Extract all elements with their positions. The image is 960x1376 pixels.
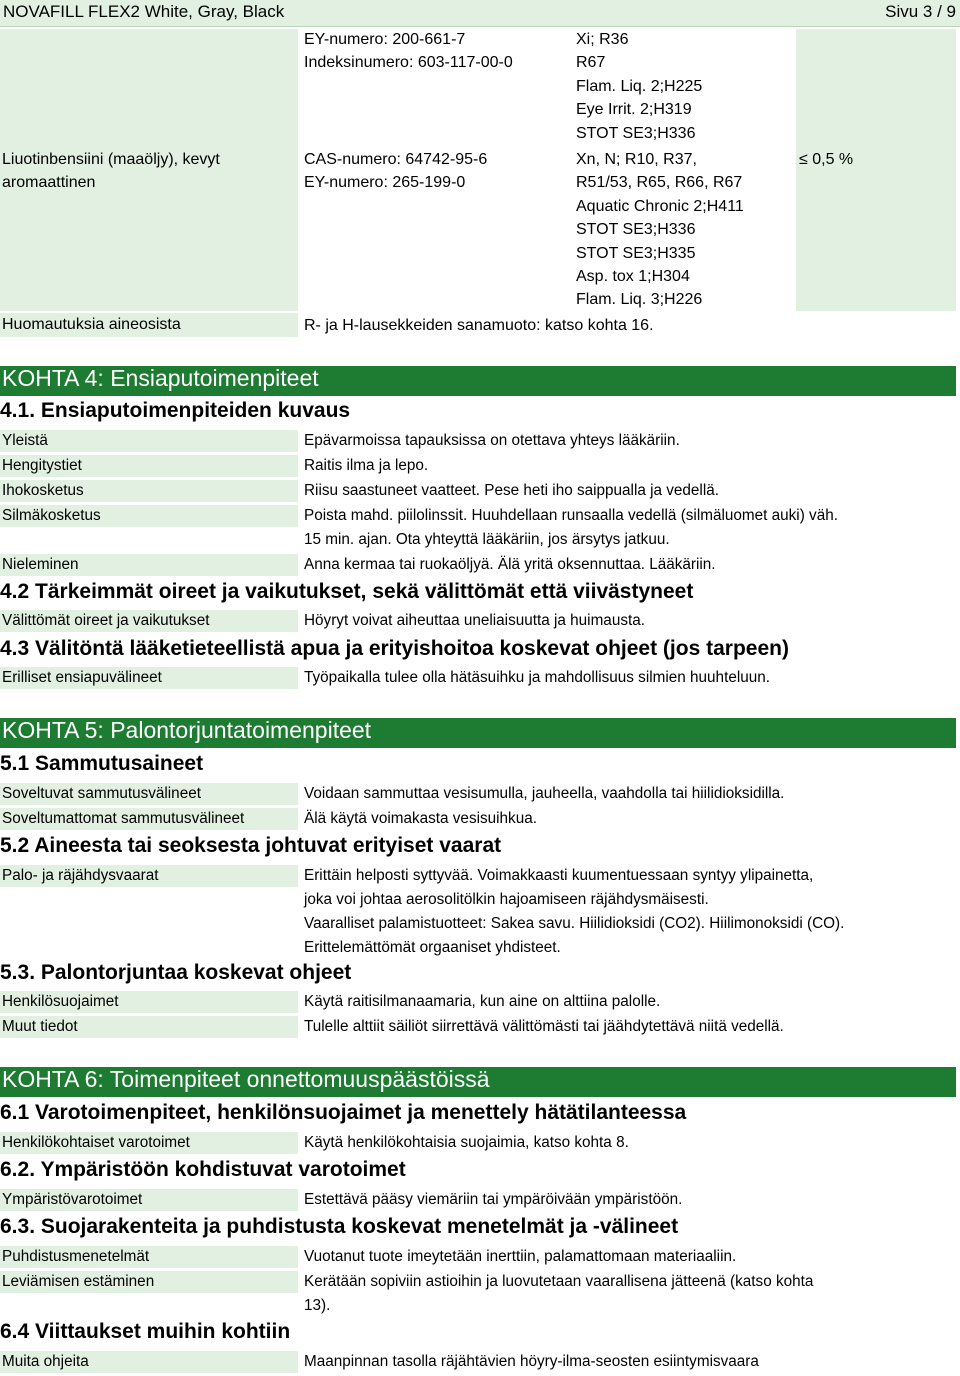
row1-ids [304, 28, 513, 75]
value-skin-contact: Riisu saastuneet vaatteet. Pese heti iho saippualla ja vedellä. [304, 482, 719, 499]
value-inhalation: Raitis ilma ja lepo. [304, 457, 429, 474]
value-line: 15 min. ajan. Ota yhteyttä lääkäriin, jos ärsytys jatkuu. [304, 531, 670, 548]
row2-ec-number: EY-numero: 265-199-0 [304, 174, 466, 192]
value-fire-explosion-hazards [304, 864, 844, 960]
subsection-6-2: 6.2. Ympäristöön kohdistuvat varotoimet [0, 1158, 406, 1181]
subsection-4-1: 4.1. Ensiaputoimenpiteiden kuvaus [0, 399, 351, 422]
label-ingestion: Nieleminen [0, 554, 298, 576]
row2-class-line: Xn, N; R10, R37, [576, 151, 697, 168]
value-ingestion: Anna kermaa tai ruokaöljyä. Älä yritä oksennuttaa. Lääkäriin. [304, 556, 716, 573]
section-6-title: KOHTA 6: Toimenpiteet onnettomuuspäästöissä [2, 1066, 490, 1092]
value-cleaning-methods: Vuotanut tuote imeytetään inerttiin, palamattomaan materiaaliin. [304, 1248, 737, 1265]
label-other-information: Muut tiedot [0, 1016, 298, 1038]
value-line: Kerätään sopiviin astioihin ja luovutetaan vaarallisena jätteenä (katso kohta [304, 1273, 814, 1290]
row2-name-line: aromaattinen [2, 174, 96, 192]
row1-index-number: Indeksinumero: 603-117-00-0 [304, 54, 513, 72]
section-5-title: KOHTA 5: Palontorjuntatoimenpiteet [2, 717, 372, 743]
label-inhalation: Hengitystiet [0, 455, 298, 477]
page-header [0, 0, 960, 27]
value-general: Epävarmoissa tapauksissa on otettava yhteys lääkäriin. [304, 432, 680, 449]
value-first-aid-equipment: Työpaikalla tulee olla hätäsuihku ja mahdollisuus silmien huuhteluun. [304, 669, 770, 686]
row2-substance-name [2, 148, 220, 195]
row2-ids [304, 148, 487, 195]
subsection-4-2: 4.2 Tärkeimmät oireet ja vaikutukset, sekä välittömät että viivästyneet [0, 580, 694, 603]
label-unsuitable-extinguishing: Soveltumattomat sammutusvälineet [0, 808, 298, 830]
value-line: 13). [304, 1297, 331, 1314]
section-4-title: KOHTA 4: Ensiaputoimenpiteet [2, 365, 319, 391]
row2-class-line: R51/53, R65, R66, R67 [576, 174, 743, 192]
value-line: Erittelemättömät orgaaniset yhdisteet. [304, 939, 561, 956]
value-line: Erittäin helposti syttyvää. Voimakkaasti kuumentuessaan syntyy ylipainetta, [304, 867, 814, 884]
row2-name-line: Liuotinbensiini (maaöljy), kevyt [2, 151, 220, 168]
label-suitable-extinguishing: Soveltuvat sammutusvälineet [0, 783, 298, 805]
value-line: Poista mahd. piilolinssit. Huuhdellaan runsaalla vedellä (silmäluomet auki) väh. [304, 507, 838, 524]
row1-class-line: R67 [576, 54, 606, 72]
value-containment [304, 1270, 813, 1318]
label-eye-contact: Silmäkosketus [0, 505, 298, 527]
label-immediate-symptoms: Välittömät oireet ja vaikutukset [0, 610, 298, 632]
section-5-header [0, 718, 956, 748]
value-other-information: Tulelle alttiit säiliöt siirrettävä välittömästi tai jäähdytettävä niitä vedellä. [304, 1018, 784, 1035]
subsection-6-4: 6.4 Viittaukset muihin kohtiin [0, 1320, 291, 1343]
subsection-5-3: 5.3. Palontorjuntaa koskevat ohjeet [0, 961, 352, 984]
value-eye-contact [304, 504, 838, 552]
value-personal-precautions: Käytä henkilökohtaisia suojaimia, katso kohta 8. [304, 1134, 629, 1151]
subsection-4-3: 4.3 Välitöntä lääketieteellistä apua ja erityishoitoa koskevat ohjeet (jos tarpeen) [0, 637, 789, 660]
row2-class-line: Aquatic Chronic 2;H411 [576, 197, 744, 215]
section-4-header [0, 366, 956, 396]
value-environmental-precautions: Estettävä pääsy viemäriin tai ympäröivään ympäristöön. [304, 1191, 683, 1208]
subsection-6-1: 6.1 Varotoimenpiteet, henkilönsuojaimet ja menettely hätätilanteessa [0, 1101, 687, 1124]
label-skin-contact: Ihokosketus [0, 480, 298, 502]
row2-classification [576, 148, 744, 312]
value-suitable-extinguishing: Voidaan sammuttaa vesisumulla, jauheella, vaahdolla tai hiilidioksidilla. [304, 785, 785, 802]
value-immediate-symptoms: Höyryt voivat aiheuttaa uneliaisuutta ja huimausta. [304, 612, 645, 629]
label-personal-precautions: Henkilökohtaiset varotoimet [0, 1132, 298, 1154]
value-unsuitable-extinguishing: Älä käytä voimakasta vesisuihkua. [304, 810, 537, 827]
value-protective-equipment: Käytä raitisilmanaamaria, kun aine on alttiina palolle. [304, 993, 661, 1010]
subsection-6-3: 6.3. Suojarakenteita ja puhdistusta koskevat menetelmät ja -välineet [0, 1215, 679, 1238]
label-first-aid-equipment: Erilliset ensiapuvälineet [0, 667, 298, 689]
label-general: Yleistä [0, 430, 298, 452]
subsection-5-1: 5.1 Sammutusaineet [0, 752, 204, 775]
row1-ec-number: EY-numero: 200-661-7 [304, 31, 466, 48]
page-number: Sivu 3 / 9 [885, 2, 956, 21]
row2-class-line: Flam. Liq. 3;H226 [576, 291, 703, 309]
label-protective-equipment: Henkilösuojaimet [0, 991, 298, 1013]
document-title: NOVAFILL FLEX2 White, Gray, Black [3, 2, 285, 21]
label-environmental-precautions: Ympäristövarotoimet [0, 1189, 298, 1211]
row1-class-line: Flam. Liq. 2;H225 [576, 77, 703, 95]
row2-cas-number: CAS-numero: 64742-95-6 [304, 151, 488, 168]
label-fire-explosion-hazards: Palo- ja räjähdysvaarat [0, 865, 298, 887]
value-line: joka voi johtaa aerosolitölkin hajoamiseen räjähdysmäisesti. [304, 891, 709, 908]
row1-class-line: STOT SE3;H336 [576, 124, 696, 142]
row2-concentration: ≤ 0,5 % [799, 151, 854, 168]
label-other-instructions: Muita ohjeita [0, 1351, 298, 1373]
row1-classification [576, 28, 702, 145]
row1-class-line: Eye Irrit. 2;H319 [576, 101, 692, 119]
label-containment: Leviämisen estäminen [0, 1271, 298, 1293]
notes-value: R- ja H-lausekkeiden sanamuoto: katso kohta 16. [304, 317, 654, 334]
row2-class-line: STOT SE3;H336 [576, 221, 696, 239]
row1-class-line: Xi; R36 [576, 31, 629, 48]
label-cleaning-methods: Puhdistusmenetelmät [0, 1246, 298, 1268]
value-line: Vaaralliset palamistuotteet: Sakea savu. Hiilidioksidi (CO2). Hiilimonoksidi (CO). [304, 915, 845, 932]
row2-class-line: STOT SE3;H335 [576, 244, 696, 262]
subsection-5-2: 5.2 Aineesta tai seoksesta johtuvat erityiset vaarat [0, 834, 502, 857]
value-other-instructions: Maanpinnan tasolla räjähtävien höyry-ilma-seosten esiintymisvaara [304, 1353, 759, 1370]
section-6-header [0, 1067, 956, 1097]
row2-class-line: Asp. tox 1;H304 [576, 268, 690, 286]
notes-label: Huomautuksia aineosista [0, 313, 298, 337]
